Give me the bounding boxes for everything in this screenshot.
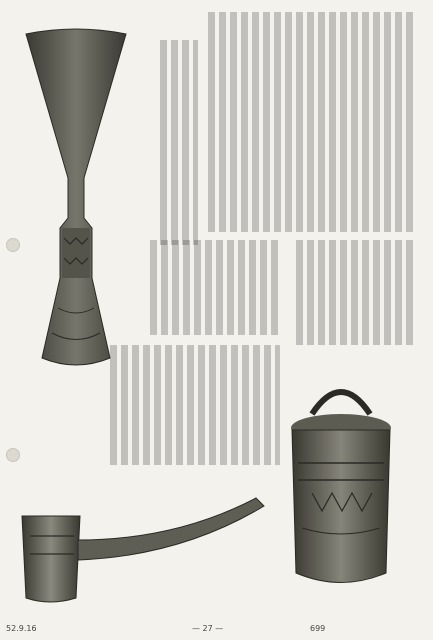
body-text-mid-left xyxy=(150,240,280,335)
body-text-top-left xyxy=(160,40,198,245)
issue-date: 52.9.16 xyxy=(6,624,37,633)
issue-number: 699 xyxy=(310,624,326,633)
page-number: — 27 — xyxy=(192,624,224,633)
body-text-top-right xyxy=(208,12,416,232)
bronze-ladle-image xyxy=(16,480,276,620)
binder-hole-top xyxy=(6,238,20,252)
bronze-gu-vessel-image xyxy=(22,28,130,378)
body-text-bottom-left xyxy=(110,345,280,465)
bronze-lidded-vessel-image xyxy=(282,368,400,598)
binder-hole-bottom xyxy=(6,448,20,462)
body-text-mid-right xyxy=(296,240,416,345)
